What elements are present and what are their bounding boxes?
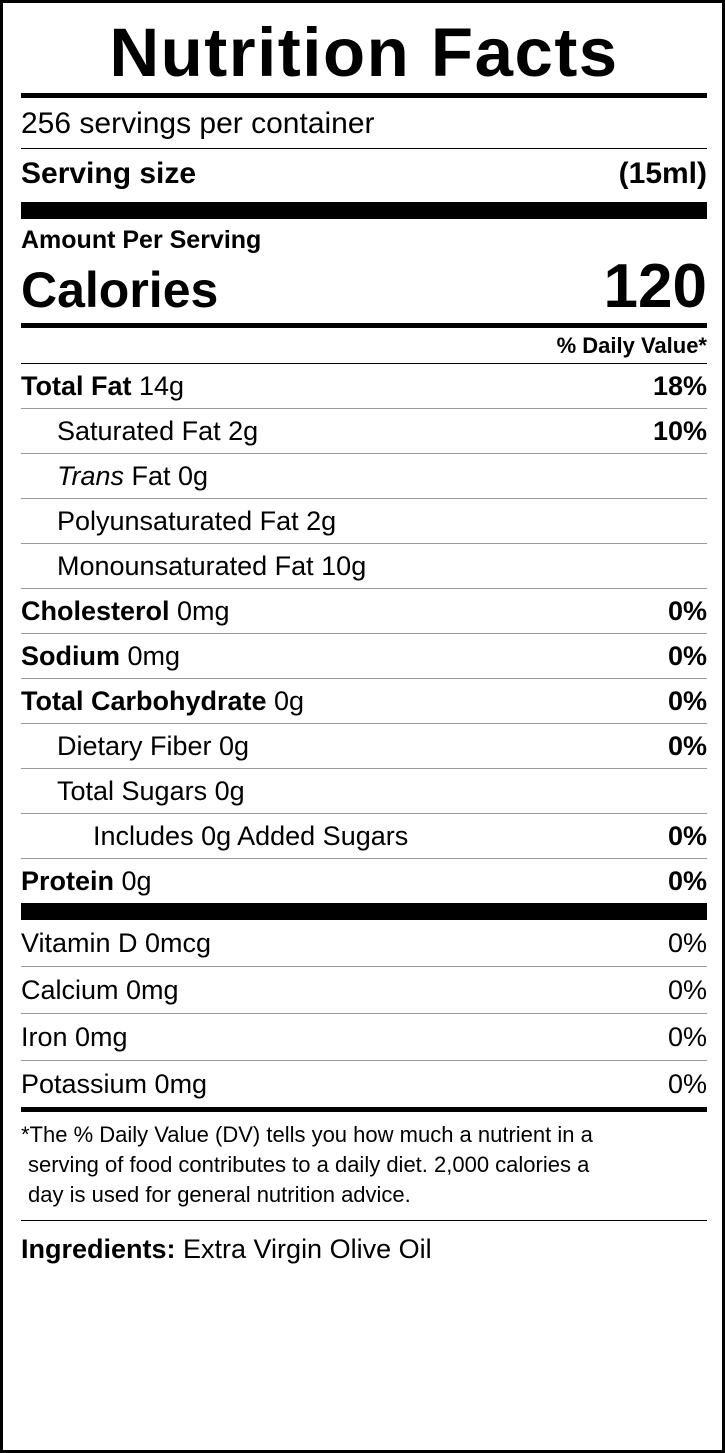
nutrient-daily-value: 0% xyxy=(667,866,707,896)
footnote-line-2: serving of food contributes to a daily diet. 2,000 calories a xyxy=(28,1152,590,1177)
label-inner xyxy=(21,15,707,1267)
nutrient-name: Polyunsaturated Fat 2g xyxy=(57,506,337,536)
vitamin-daily-value: 0% xyxy=(667,928,707,958)
nutrient-row xyxy=(21,454,707,498)
vitamin-row xyxy=(21,967,707,1013)
nutrient-row xyxy=(21,364,707,408)
calories-value: 120 xyxy=(603,252,707,321)
daily-value-header: % Daily Value* xyxy=(556,333,707,358)
nutrient-name: Cholesterol 0mg xyxy=(21,596,230,626)
vitamin-row xyxy=(21,920,707,966)
vitamin-row xyxy=(21,1061,707,1107)
serving-size-value: (15ml) xyxy=(618,157,707,190)
nutrient-row xyxy=(21,859,707,903)
nutrient-daily-value: 0% xyxy=(667,596,707,626)
serving-size-row xyxy=(21,149,707,202)
nutrient-daily-value: 10% xyxy=(652,416,707,446)
vitamin-name: Potassium 0mg xyxy=(21,1069,208,1099)
vitamin-name: Iron 0mg xyxy=(21,1022,128,1052)
nutrient-name: Dietary Fiber 0g xyxy=(57,731,250,761)
nutrient-name: Total Sugars 0g xyxy=(57,776,245,806)
calories-row xyxy=(21,252,707,323)
nutrient-daily-value: 0% xyxy=(667,731,707,761)
nutrient-name: Sodium 0mg xyxy=(21,641,181,671)
vitamin-daily-value: 0% xyxy=(667,1022,707,1052)
vitamin-daily-value: 0% xyxy=(667,975,707,1005)
nutrient-row xyxy=(21,589,707,633)
vitamin-daily-value: 0% xyxy=(667,1069,707,1099)
serving-size-label: Serving size xyxy=(21,157,197,190)
vitamin-list xyxy=(21,920,707,1107)
nutrient-daily-value: 0% xyxy=(667,641,707,671)
servings-per-container: 256 servings per container xyxy=(21,107,375,140)
ingredients-label: Ingredients: xyxy=(21,1234,176,1264)
vitamin-row xyxy=(21,1014,707,1060)
nutrient-row xyxy=(21,544,707,588)
nutrient-name: Protein 0g xyxy=(21,866,152,896)
vitamin-name: Calcium 0mg xyxy=(21,975,179,1005)
nutrient-row xyxy=(21,679,707,723)
ingredients xyxy=(21,1221,707,1267)
vitamin-name: Vitamin D 0mcg xyxy=(21,928,212,958)
nutrient-daily-value: 18% xyxy=(652,371,707,401)
footnote xyxy=(21,1112,707,1220)
ingredients-text: Extra Virgin Olive Oil xyxy=(175,1234,432,1264)
nutrient-name: Includes 0g Added Sugars xyxy=(93,821,409,851)
nutrient-name: Total Fat 14g xyxy=(21,371,185,401)
nutrient-daily-value: 0% xyxy=(667,686,707,716)
nutrient-row xyxy=(21,769,707,813)
nutrient-name: Total Carbohydrate 0g xyxy=(21,686,305,716)
page-title: Nutrition Facts xyxy=(109,14,619,91)
footnote-line-3: day is used for general nutrition advice. xyxy=(28,1182,411,1207)
footnote-line-1: *The % Daily Value (DV) tells you how much a nutrient in a xyxy=(21,1122,593,1147)
nutrient-name: Trans Fat 0g xyxy=(57,461,209,491)
divider-thick-bottom xyxy=(21,903,707,920)
divider-thick-top xyxy=(21,202,707,219)
nutrient-daily-value: 0% xyxy=(667,821,707,851)
nutrient-name: Monounsaturated Fat 10g xyxy=(57,551,367,581)
nutrient-name: Saturated Fat 2g xyxy=(57,416,259,446)
nutrient-list xyxy=(21,364,707,903)
nutrient-row xyxy=(21,409,707,453)
nutrient-row xyxy=(21,499,707,543)
nutrient-row xyxy=(21,634,707,678)
amount-per-serving: Amount Per Serving xyxy=(21,226,262,254)
nutrient-row xyxy=(21,814,707,858)
calories-label: Calories xyxy=(21,262,219,318)
nutrient-row xyxy=(21,724,707,768)
